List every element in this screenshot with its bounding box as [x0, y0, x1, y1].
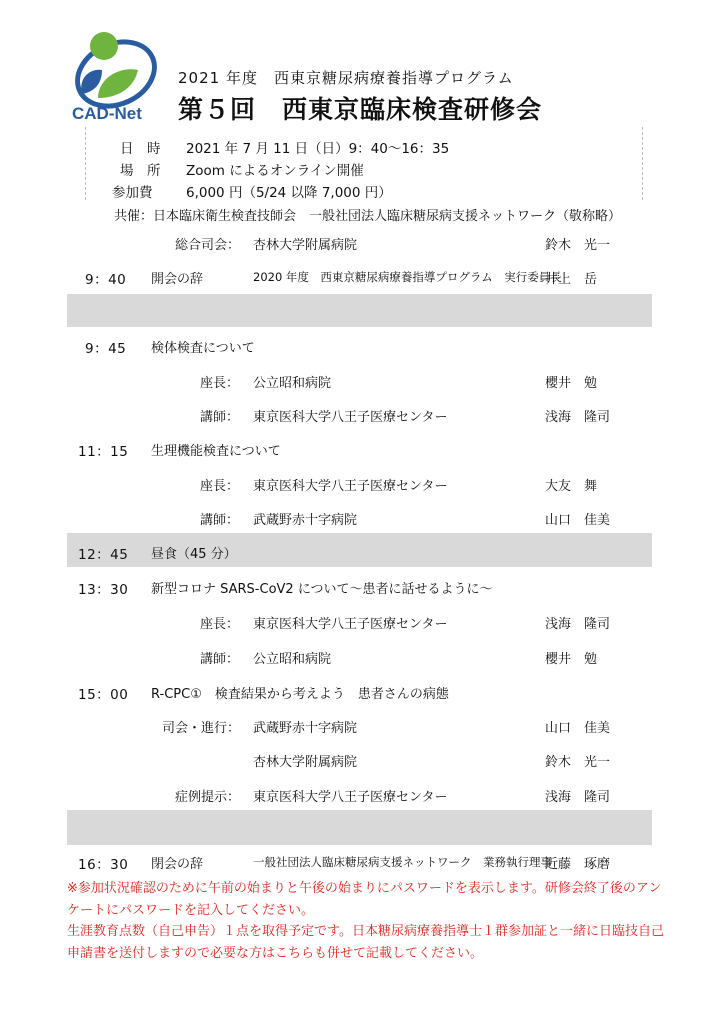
- page-title: 第５回 西東京臨床検査研修会: [178, 95, 543, 124]
- session4-host-role: 司会・進行：: [162, 721, 241, 736]
- session3-lecturer-role: 講師：: [200, 652, 240, 667]
- logo-leaf-right: [98, 69, 138, 98]
- session1-chair-name: 櫻井 勉: [545, 376, 598, 391]
- opening-time: 9：40: [85, 272, 127, 288]
- closing-title: 閉会の辞: [151, 857, 204, 872]
- separator-band-1: [67, 294, 652, 327]
- closing-time: 16：30: [78, 857, 129, 873]
- session4-host2-name: 鈴木 光一: [545, 755, 611, 770]
- note-line: 申請書を送付しますので必要な方はこちらも併せて記載してください。: [67, 945, 484, 961]
- organizers-line: 共催：日本臨床衛生検査技師会 一般社団法人臨床糖尿病支援ネットワーク（敬称略）: [114, 209, 622, 224]
- session4-title: R-CPC① 検査結果から考えよう 患者さんの病態: [151, 687, 449, 702]
- session2-chair-role: 座長：: [200, 479, 240, 494]
- closing-name: 近藤 琢磨: [545, 857, 611, 872]
- notes-block: [67, 878, 667, 964]
- session2-title: 生理機能検査について: [151, 444, 281, 459]
- session1-title: 検体検査について: [151, 341, 255, 356]
- session2-chair-org: 東京医科大学八王子医療センター: [253, 479, 448, 494]
- logo-green-sphere: [90, 32, 118, 60]
- session3-chair-role: 座長：: [200, 617, 240, 632]
- session1-time: 9：45: [85, 341, 127, 357]
- opening-org: 2020 年度 西東京糖尿病療養指導プログラム 実行委員長: [253, 270, 562, 284]
- session3-title: 新型コロナ SARS-CoV2 について～患者に話せるように～: [151, 582, 493, 597]
- lunch-time: 12：45: [78, 547, 129, 563]
- session3-chair-name: 浅海 隆司: [545, 617, 611, 632]
- lunch-title: 昼食（45 分）: [151, 547, 237, 562]
- place-label: 場 所: [120, 163, 161, 179]
- session2-lecturer-org: 武蔵野赤十字病院: [253, 513, 358, 528]
- note-line: ※参加状況確認のために午前の始まりと午後の始まりにパスワードを表示します。研修会終了後のアン: [67, 881, 662, 896]
- logo-text: CAD-Net: [72, 104, 142, 123]
- session1-chair-org: 公立昭和病院: [253, 376, 332, 391]
- opening-title: 開会の辞: [151, 272, 204, 287]
- session3-time: 13：30: [78, 582, 129, 598]
- session4-time: 15：00: [78, 687, 129, 703]
- mc-role: 総合司会：: [175, 238, 241, 253]
- session4-case-org: 東京医科大学八王子医療センター: [253, 790, 448, 805]
- session3-lecturer-name: 櫻井 勉: [545, 652, 598, 667]
- fee-value: 6,000 円（5/24 以降 7,000 円）: [186, 185, 392, 201]
- session4-case-role: 症例提示：: [175, 790, 241, 805]
- session3-chair-org: 東京医科大学八王子医療センター: [253, 617, 448, 632]
- session1-lecturer-role: 講師：: [200, 410, 240, 425]
- session2-lecturer-role: 講師：: [200, 513, 240, 528]
- date-label: 日 時: [120, 141, 161, 157]
- session4-case-name: 浅海 隆司: [545, 790, 611, 805]
- program-title: 2021 年度 西東京糖尿病療養指導プログラム: [178, 69, 514, 87]
- closing-org: 一般社団法人臨床糖尿病支援ネットワーク 業務執行理事: [253, 855, 552, 869]
- place-value: Zoom によるオンライン開催: [186, 163, 364, 179]
- session3-lecturer-org: 公立昭和病院: [253, 652, 332, 667]
- mc-name: 鈴木 光一: [545, 238, 611, 253]
- session4-host1-org: 武蔵野赤十字病院: [253, 721, 358, 736]
- mc-org: 杏林大学附属病院: [253, 238, 358, 253]
- logo-leaf-left: [81, 70, 102, 94]
- date-value: 2021 年 7 月 11 日（日）9：40～16：35: [186, 141, 450, 157]
- session2-lecturer-name: 山口 佳美: [545, 513, 611, 528]
- session2-time: 11：15: [78, 444, 129, 460]
- session2-chair-name: 大友 舞: [545, 479, 598, 494]
- session1-lecturer-org: 東京医科大学八王子医療センター: [253, 410, 448, 425]
- session1-chair-role: 座長：: [200, 376, 240, 391]
- note-line: 生涯教育点数（自己申告）１点を取得予定です。日本糖尿病療養指導士１群参加証と一緒に日臨技自己: [67, 924, 664, 939]
- separator-band-2: [67, 810, 652, 845]
- session4-host1-name: 山口 佳美: [545, 721, 611, 736]
- fee-label: 参加費: [112, 185, 153, 201]
- session4-host2-org: 杏林大学附属病院: [253, 755, 358, 770]
- session1-lecturer-name: 浅海 隆司: [545, 410, 611, 425]
- opening-name: 井上 岳: [545, 272, 598, 287]
- note-line: ケートにパスワードを記入してください。: [67, 902, 315, 918]
